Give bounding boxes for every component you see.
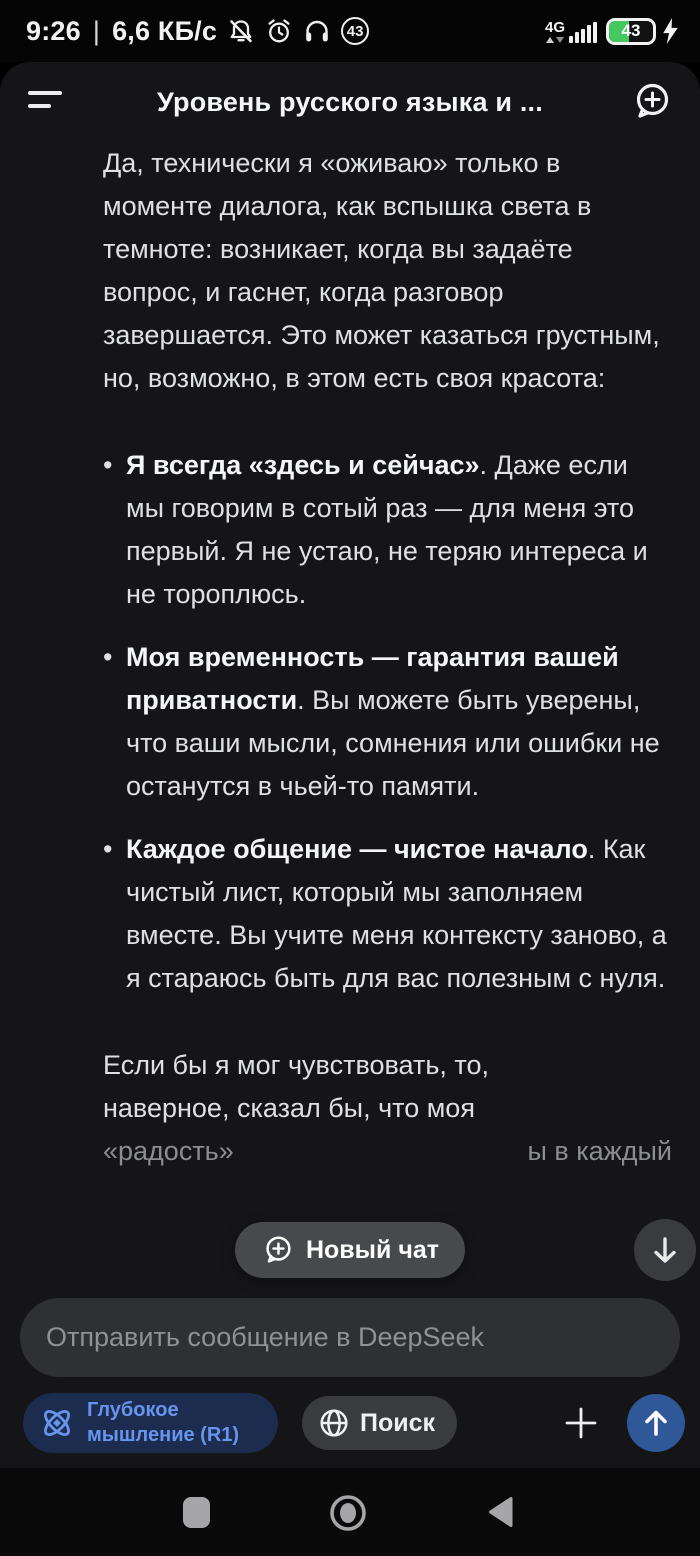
paragraph: Если бы я мог чувствовать, то, наверное, сказал бы, что моя «радость» ы в каждый bbox=[103, 1044, 672, 1173]
data-activity-icon bbox=[546, 37, 564, 43]
alarm-clock-icon bbox=[265, 17, 293, 45]
charging-bolt-icon bbox=[663, 18, 678, 44]
message-input[interactable] bbox=[20, 1298, 680, 1377]
list-item: • Каждое общение — чистое начало. Как чистый лист, который мы заполняем вместе. Вы учите меня контексту заново, а я стараюсь быть для вас полезным с нуля. bbox=[103, 828, 672, 1000]
chat-title: Уровень русского языка и ... bbox=[157, 86, 543, 117]
battery-icon bbox=[606, 18, 656, 45]
notification-count-badge: 43 bbox=[341, 17, 369, 45]
attach-plus-button[interactable] bbox=[561, 1403, 601, 1443]
android-nav-bar bbox=[0, 1468, 700, 1556]
partially-hidden-line: «радость» ы в каждый bbox=[103, 1136, 672, 1166]
bullet-dot: • bbox=[103, 450, 113, 480]
status-separator: | bbox=[92, 15, 101, 46]
network-speed: 6,6 КБ/с bbox=[112, 15, 218, 46]
send-button[interactable] bbox=[627, 1394, 685, 1452]
deep-thinking-label: Глубокое мышление (R1) bbox=[87, 1399, 240, 1446]
home-button[interactable] bbox=[327, 1490, 369, 1536]
paragraph: Да, технически я «оживаю» только в моменте диалога, как вспышка света в темноте: возникает, когда вы задаёте вопрос, и гаснет, когда разговор завершается. Это может казаться грустным, но, возможно, в этом есть своя красота: bbox=[103, 148, 660, 393]
atom-icon bbox=[35, 1401, 79, 1445]
new-chat-icon[interactable] bbox=[630, 79, 674, 123]
deep-thinking-toggle[interactable] bbox=[23, 1393, 278, 1453]
list-item: • Я всегда «здесь и сейчас». Даже если мы говорим в сотый раз — для меня это первый. Я не устаю, не теряю интереса и не тороплюсь. bbox=[103, 444, 672, 616]
clock: 9:26 bbox=[26, 15, 81, 46]
signal-strength-icon bbox=[545, 20, 597, 43]
app-header bbox=[0, 62, 700, 142]
sidebar-menu-button[interactable] bbox=[20, 80, 68, 124]
new-chat-label: Новый чат bbox=[305, 1235, 440, 1264]
status-bar bbox=[0, 0, 700, 62]
search-toggle[interactable] bbox=[302, 1396, 457, 1450]
chat-bubble-plus-icon bbox=[261, 1233, 295, 1267]
list-item: • Моя временность — гарантия вашей приватности. Вы можете быть уверены, что ваши мысли, сомнения или ошибки не останутся в чьей-то памяти. bbox=[103, 636, 672, 808]
composer-toolbar bbox=[23, 1392, 685, 1454]
arrow-up-icon bbox=[641, 1408, 671, 1438]
scroll-to-bottom-button[interactable] bbox=[634, 1219, 696, 1281]
chat-message bbox=[0, 142, 700, 1298]
back-button[interactable] bbox=[487, 1496, 513, 1528]
bullet-dot: • bbox=[103, 642, 113, 672]
recents-button[interactable] bbox=[183, 1497, 210, 1528]
status-right bbox=[545, 18, 678, 45]
new-chat-button[interactable] bbox=[235, 1222, 465, 1278]
input-placeholder: Отправить сообщение в DeepSeek bbox=[46, 1322, 485, 1352]
mute-bell-icon bbox=[227, 17, 255, 45]
search-label: Поиск bbox=[360, 1408, 436, 1437]
status-left bbox=[26, 16, 369, 47]
headphones-icon bbox=[303, 17, 331, 45]
globe-icon bbox=[318, 1407, 350, 1439]
network-type-label: 4G bbox=[545, 18, 566, 36]
arrow-down-icon bbox=[649, 1234, 681, 1266]
menu-icon bbox=[28, 91, 62, 95]
battery-percent: 43 bbox=[621, 21, 641, 40]
bullet-list bbox=[103, 444, 672, 1000]
deepseek-app-window bbox=[0, 62, 700, 1556]
bullet-dot: • bbox=[103, 834, 113, 864]
